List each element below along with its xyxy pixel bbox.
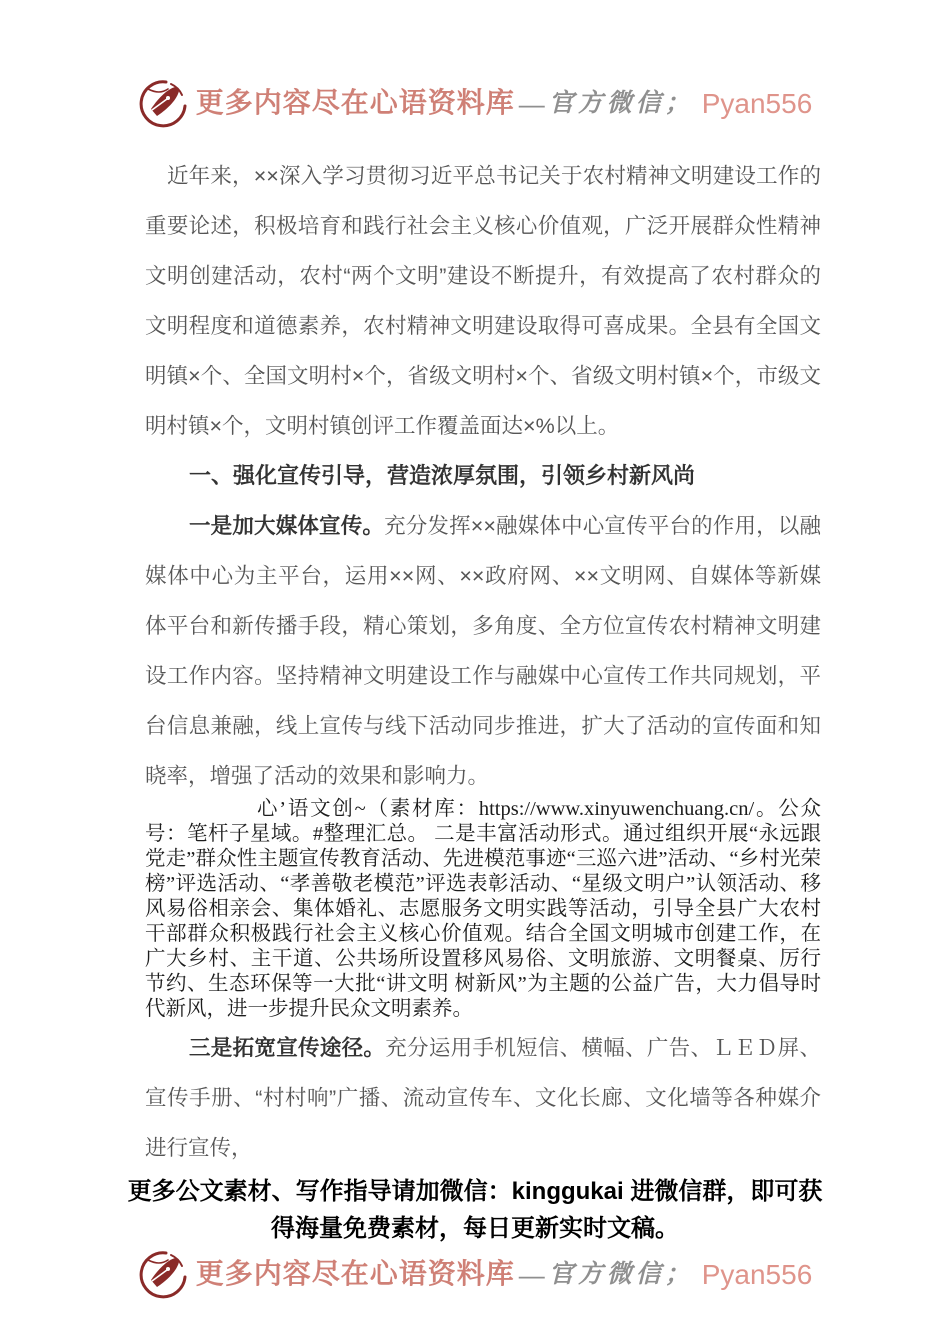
channels-lead: 三是拓宽宣传途径。 [189, 1036, 386, 1060]
intro-paragraph [145, 151, 821, 451]
media-publicity-lead: 一是加大媒体宣传。 [189, 514, 385, 538]
promo-banner: 更多公文素材、写作指导请加微信：kinggukai 进微信群，即可获得海量免费素材，每日更新实时文稿。 [127, 1178, 823, 1242]
watermark-text: 心’语文创~（素材库：https://www.xinyuwenchuang.cn/。公众号：笔杆子星域。#整理汇总。 [145, 798, 821, 845]
channels-body: 充分运用手机短信、横幅、广告、ＬＥＤ屏、宣传手册、“村村响”广播、流动宣传车、文化长廊、文化墙等各种媒介进行宣传， [145, 1036, 821, 1160]
channels-paragraph [145, 1023, 821, 1173]
section-1-heading: 一、强化宣传引导，营造浓厚氛围，引领乡村新风尚 [189, 463, 696, 488]
footer-brand-line [0, 1249, 950, 1301]
intro-text: 近年来，××深入学习贯彻习近平总书记关于农村精神文明建设工作的重要论述，积极培育和践行社会主义核心价值观，广泛开展群众性精神文明创建活动，农村“两个文明”建设不断提升，有效提高了农村群众的文明程度和道德素养，农村精神文明建设取得可喜成果。全县有全国文明镇×个、全国文明村×个，省级文明村×个、省级文明村镇×个，市级文明村镇×个，文明村镇创评工作覆盖面达×%以上。 [145, 164, 821, 438]
watermark-activities-paragraph [145, 797, 821, 1022]
brand-wechat-label: 官方微信； [548, 90, 694, 117]
brand-wechat-id: Pyan556 [701, 88, 813, 119]
media-publicity-body: 充分发挥××融媒体中心宣传平台的作用，以融媒体中心为主平台，运用××网、××政府网、××文明网、自媒体等新媒体平台和新传播手段，精心策划，多角度、全方位宣传农村精神文明建设工作内容。坚持精神文明建设工作与融媒中心宣传工作共同规划，平台信息兼融，线上宣传与线下活动同步推进，扩大了活动的宣传面和知晓率，增强了活动的效果和影响力。 [145, 514, 821, 788]
activities-lead: 二是丰富活动形式。 [434, 823, 624, 845]
document-body [145, 151, 821, 1173]
brand-wechat-id: Pyan556 [701, 1259, 813, 1290]
header-brand-line [0, 0, 950, 130]
activities-body: 通过组织开展“永远跟党走”群众性主题宣传教育活动、先进模范事迹“三巡六进”活动、“乡村光荣榜”评选活动、“孝善敬老模范”评选表彰活动、“星级文明户”认领活动、移风易俗相亲会、集体婚礼、志愿服务文明实践等活动，引导全县广大农村干部群众积极践行社会主义核心价值观。结合全国文明城市创建工作，在广大乡村、主干道、公共场所设置移风易俗、文明旅游、文明餐桌、厉行节约、生态环保等一大批“讲文明 树新风”为主题的公益广告，大力倡导时代新风，进一步提升民众文明素养。 [145, 823, 821, 1020]
brand-name-text: 更多内容尽在心语资料库 [195, 88, 515, 119]
media-publicity-paragraph [145, 501, 821, 801]
brand-logo-icon [138, 79, 188, 129]
brand-wechat-label: 官方微信； [548, 1261, 694, 1288]
brand-dash: — [518, 1260, 545, 1290]
brand-logo-icon [138, 1250, 188, 1300]
brand-dash: — [518, 89, 545, 119]
brand-name-text: 更多内容尽在心语资料库 [195, 1259, 515, 1290]
